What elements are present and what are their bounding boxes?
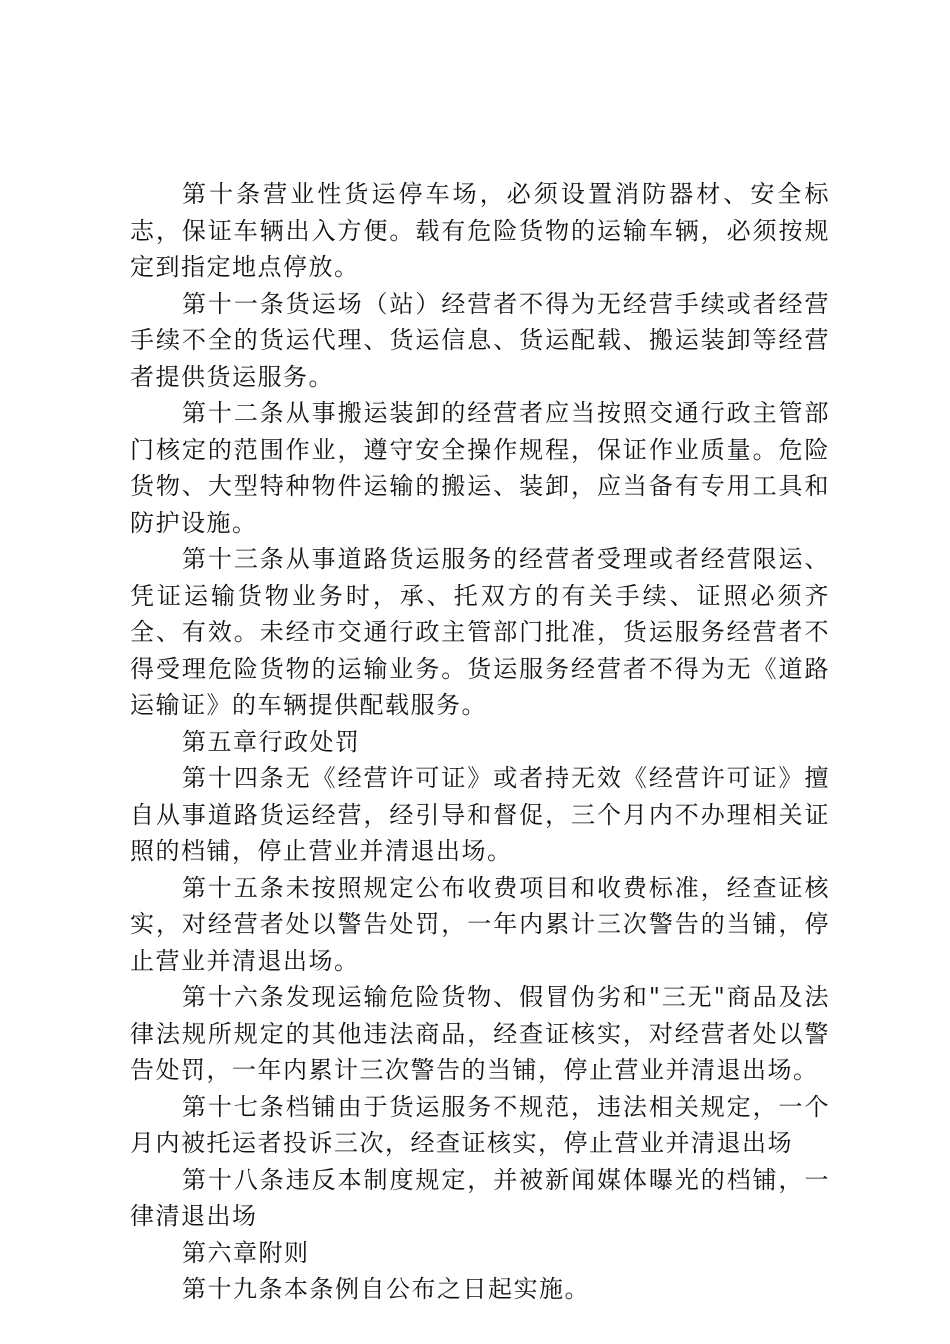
article-17: 第十七条档铺由于货运服务不规范，违法相关规定，一个月内被托运者投诉三次，经查证核实，停止营业并清退出场 — [130, 1092, 830, 1157]
article-19: 第十九条本条例自公布之日起实施。 — [182, 1275, 590, 1303]
article-11: 第十一条货运场（站）经营者不得为无经营手续或者经营手续不全的货运代理、货运信息、货运配载、搬运装卸等经营者提供货运服务。 — [130, 289, 830, 391]
article-16: 第十六条发现运输危险货物、假冒伪劣和"三无"商品及法律法规所规定的其他违法商品，经查证核实，对经营者处以警告处罚，一年内累计三次警告的当铺，停止营业并清退出场。 — [130, 983, 830, 1084]
article-10: 第十条营业性货运停车场，必须设置消防器材、安全标志，保证车辆出入方便。载有危险货物的运输车辆，必须按规定到指定地点停放。 — [130, 180, 830, 281]
article-14: 第十四条无《经营许可证》或者持无效《经营许可证》擅自从事道路货运经营，经引导和督促，三个月内不办理相关证照的档铺，停止营业并清退出场。 — [130, 764, 830, 865]
article-15: 第十五条未按照规定公布收费项目和收费标准，经查证核实，对经营者处以警告处罚，一年内累计三次警告的当铺，停止营业并清退出场。 — [130, 873, 830, 975]
article-12: 第十二条从事搬运装卸的经营者应当按照交通行政主管部门核定的范围作业，遵守安全操作规程，保证作业质量。危险货物、大型特种物件运输的搬运、装卸，应当备有专用工具和防护设施。 — [130, 399, 830, 537]
chapter-5-heading: 第五章行政处罚 — [182, 727, 361, 756]
chapter-6-heading: 第六章附则 — [182, 1238, 310, 1267]
article-13: 第十三条从事道路货运服务的经营者受理或者经营限运、凭证运输货物业务时，承、托双方的有关手续、证照必须齐全、有效。未经市交通行政主管部门批准，货运服务经营者不得受理危险货物的运输业务。货运服务经营者不得为无《道路运输证》的车辆提供配载服务。 — [130, 545, 830, 719]
article-18: 第十八条违反本制度规定，并被新闻媒体曝光的档铺，一律清退出场 — [130, 1165, 830, 1230]
document-body — [130, 176, 830, 1308]
